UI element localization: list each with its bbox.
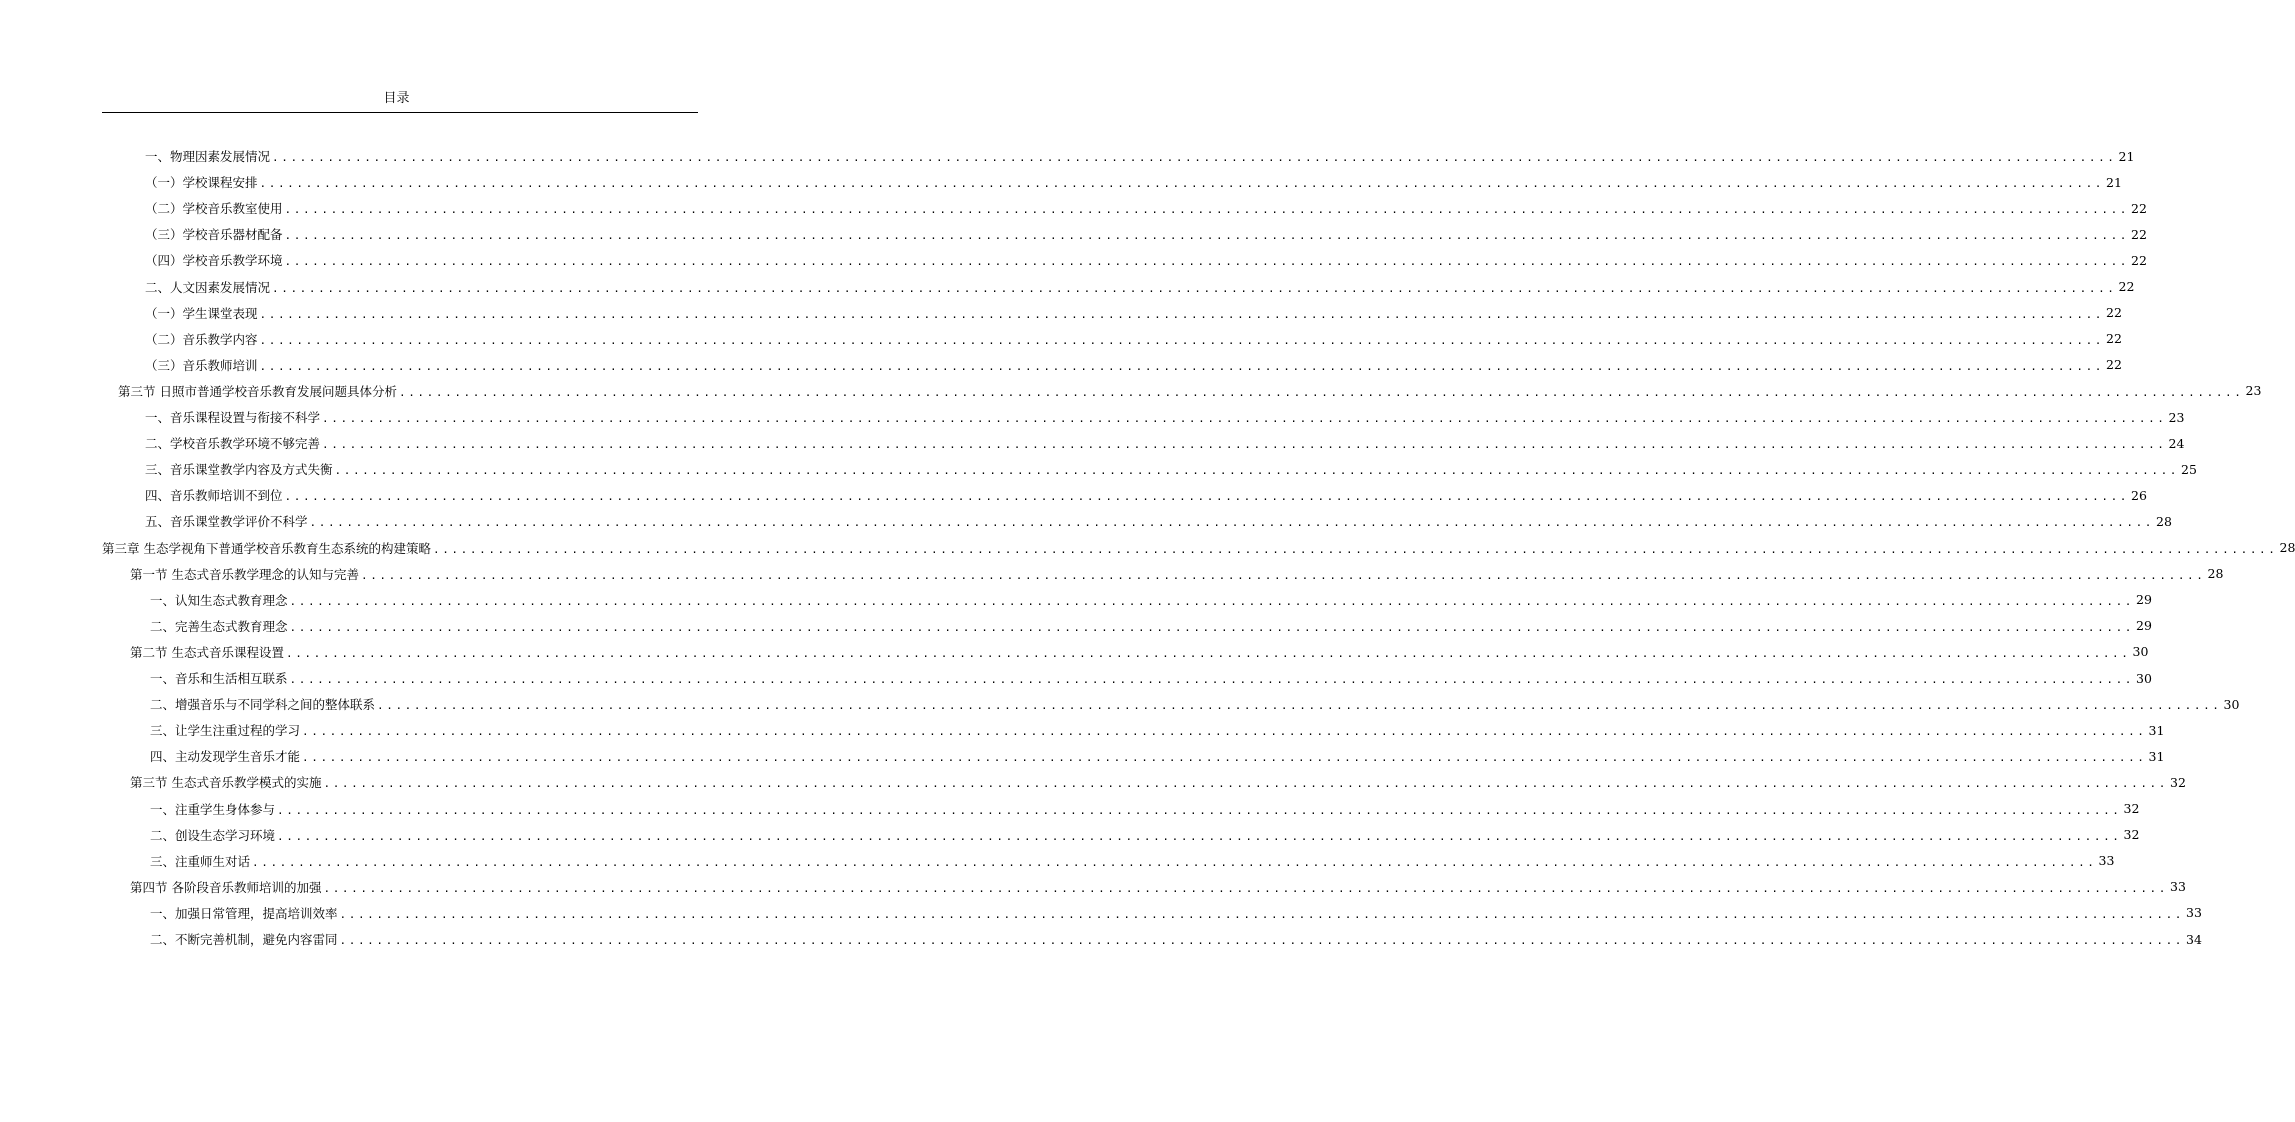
toc-page-number: 28 <box>2207 566 2224 582</box>
toc-page-number: 32 <box>2123 827 2140 843</box>
toc-entry-title: 第一节 生态式音乐教学理念的认知与完善 <box>130 566 359 582</box>
toc-entry[interactable] <box>145 143 2135 169</box>
toc-dot-leader: ........................................................................................................................................................................................................ <box>322 412 2167 425</box>
toc-entry[interactable] <box>150 796 2140 822</box>
toc-dot-leader: ........................................................................................................................................................................................................ <box>289 594 2135 608</box>
toc-entry[interactable] <box>130 639 2149 665</box>
toc-entry-title: 四、音乐教师培训不到位 <box>145 488 283 504</box>
toc-dot-leader: ........................................................................................................................................................................................................ <box>259 177 2105 191</box>
toc-dot-leader: ........................................................................................................................................................................................................ <box>339 907 2185 921</box>
toc-dot-leader: ........................................................................................................................................................................................................ <box>398 385 2244 399</box>
toc-dot-leader: ........................................................................................................................................................................................................ <box>334 464 2180 478</box>
toc-entry[interactable] <box>145 169 2122 195</box>
toc-entry[interactable] <box>145 274 2135 300</box>
toc-page-number: 29 <box>2136 618 2152 634</box>
toc-entry-title: 第四节 各阶段音乐教师培训的加强 <box>130 879 322 895</box>
toc-page-number: 31 <box>2148 748 2165 764</box>
toc-entry-title: （四）学校音乐教学环境 <box>145 253 283 269</box>
toc-page-number: 22 <box>2118 279 2135 294</box>
toc-entry[interactable] <box>145 404 2185 430</box>
toc-entry-title: 五、音乐课堂教学评价不科学 <box>145 514 308 530</box>
toc-entry-title: （一）学生课堂表现 <box>145 305 258 321</box>
toc-entry[interactable] <box>150 717 2165 743</box>
toc-entry[interactable] <box>145 508 2172 534</box>
toc-entry-title: 三、让学生注重过程的学习 <box>150 723 301 739</box>
toc-dot-leader: ........................................................................................................................................................................................................ <box>323 881 2168 895</box>
toc-entry-title: 二、不断完善机制，避免内容雷同 <box>150 932 338 947</box>
toc-dot-leader: ........................................................................................................................................................................................................ <box>259 359 2105 373</box>
toc-entry[interactable] <box>130 874 2186 900</box>
toc-entry-title: 四、主动发现学生音乐才能 <box>150 749 301 765</box>
toc-dot-leader: ........................................................................................................................................................................................................ <box>339 934 2185 947</box>
toc-entry[interactable] <box>150 691 2240 717</box>
toc-entry[interactable] <box>145 195 2147 221</box>
toc-entry-title: 第三节 生态式音乐教学模式的实施 <box>130 775 322 791</box>
toc-page-number: 32 <box>2170 774 2186 790</box>
header-divider <box>102 112 698 113</box>
toc-dot-leader: ........................................................................................................................................................................................................ <box>360 568 2206 582</box>
toc-dot-leader: ........................................................................................................................................................................................................ <box>323 777 2168 791</box>
toc-page-number: 21 <box>2106 174 2122 190</box>
toc-page-number: 32 <box>2123 801 2140 816</box>
toc-page-number: 22 <box>2131 252 2147 268</box>
toc-entry-title: 第二节 生态式音乐课程设置 <box>130 644 284 660</box>
toc-entry-title: 一、注重学生身体参与 <box>150 801 276 817</box>
toc-page-number: 25 <box>2181 461 2197 477</box>
toc-dot-leader: ........................................................................................................................................................................................................ <box>259 333 2105 347</box>
toc-page-number: 30 <box>2223 696 2240 712</box>
toc-entry-title: 第三节 日照市普通学校音乐教育发展问题具体分析 <box>118 383 397 399</box>
toc-page-number: 22 <box>2106 331 2122 347</box>
toc-dot-leader: ........................................................................................................................................................................................................ <box>259 307 2105 321</box>
toc-entry-title: 第三章 生态学视角下普通学校音乐教育生态系统的构建策略 <box>102 540 431 556</box>
toc-entry[interactable] <box>150 848 2115 874</box>
toc-entry-title: 二、完善生态式教育理念 <box>150 618 288 634</box>
toc-page-number: 29 <box>2136 592 2152 608</box>
toc-entry[interactable] <box>130 561 2224 587</box>
toc-page-number: 34 <box>2186 931 2202 947</box>
toc-dot-leader: ........................................................................................................................................................................................................ <box>284 229 2130 243</box>
toc-page-number: 23 <box>2245 383 2262 399</box>
toc-dot-leader: ........................................................................................................................................................................................................ <box>289 673 2135 686</box>
toc-dot-leader: ........................................................................................................................................................................................................ <box>272 151 2117 164</box>
toc-page-number: 30 <box>2132 644 2149 660</box>
toc-entry[interactable] <box>145 352 2122 378</box>
toc-dot-leader: ........................................................................................................................................................................................................ <box>322 438 2167 452</box>
toc-entry-title: 三、音乐课堂教学内容及方式失衡 <box>145 462 333 478</box>
toc-dot-leader: ........................................................................................................................................................................................................ <box>284 490 2130 504</box>
toc-page-number: 30 <box>2136 670 2152 686</box>
toc-entry[interactable] <box>150 665 2152 691</box>
toc-entry[interactable] <box>150 743 2165 769</box>
toc-entry[interactable] <box>145 326 2122 352</box>
toc-dot-leader: ........................................................................................................................................................................................................ <box>252 855 2097 869</box>
toc-entry[interactable] <box>145 300 2122 326</box>
toc-page-number: 28 <box>2156 513 2172 529</box>
toc-entry-title: （二）音乐教学内容 <box>145 331 258 347</box>
toc-page-number: 33 <box>2186 905 2202 921</box>
toc-entry-title: 二、增强音乐与不同学科之间的整体联系 <box>150 697 376 713</box>
page-header-title: 目录 <box>383 91 410 106</box>
toc-entry[interactable] <box>145 430 2185 456</box>
toc-entry-title: （二）学校音乐教室使用 <box>145 201 283 217</box>
toc-entry-title: （三）学校音乐器材配备 <box>145 227 283 243</box>
toc-page-number: 22 <box>2106 357 2122 373</box>
toc-entry-title: 一、音乐和生活相互联系 <box>150 671 288 686</box>
toc-entry-title: 三、注重师生对话 <box>150 853 251 869</box>
toc-dot-leader: ........................................................................................................................................................................................................ <box>302 725 2147 739</box>
toc-dot-leader: ........................................................................................................................................................................................................ <box>277 829 2122 843</box>
toc-dot-leader: ........................................................................................................................................................................................................ <box>302 751 2147 765</box>
toc-entry-title: 一、认知生态式教育理念 <box>150 592 288 608</box>
toc-entry-title: 二、创设生态学习环境 <box>150 827 276 843</box>
toc-entry[interactable] <box>145 221 2147 247</box>
toc-entry[interactable] <box>145 482 2147 508</box>
toc-entry-title: 二、学校音乐教学环境不够完善 <box>145 436 321 452</box>
toc-entry-title: 一、加强日常管理，提高培训效率 <box>150 905 338 921</box>
toc-page-number: 33 <box>2170 879 2186 895</box>
toc-page-number: 21 <box>2118 148 2135 164</box>
toc-entry[interactable] <box>150 822 2140 848</box>
toc-entry[interactable] <box>145 456 2197 482</box>
toc-entry[interactable] <box>150 587 2152 613</box>
toc-entry[interactable] <box>150 613 2152 639</box>
toc-entry[interactable] <box>150 926 2202 952</box>
toc-page-number: 23 <box>2168 409 2185 425</box>
toc-page-number: 33 <box>2098 853 2115 869</box>
toc-entry-title: 一、物理因素发展情况 <box>145 149 271 164</box>
toc-dot-leader: ........................................................................................................................................................................................................ <box>309 516 2155 530</box>
toc-entry[interactable] <box>102 535 2295 561</box>
toc-page-number: 31 <box>2148 722 2165 738</box>
toc-dot-leader: ........................................................................................................................................................................................................ <box>289 620 2135 634</box>
toc-entry-title: （一）学校课程安排 <box>145 175 258 191</box>
toc-entry[interactable] <box>118 378 2262 404</box>
toc-entry[interactable] <box>130 769 2186 795</box>
toc-page-number: 22 <box>2131 226 2147 242</box>
toc-page-number: 26 <box>2131 487 2147 503</box>
toc-entry-title: 一、音乐课程设置与衔接不科学 <box>145 410 321 425</box>
toc-page-number: 22 <box>2131 200 2147 216</box>
toc-dot-leader: ........................................................................................................................................................................................................ <box>284 255 2130 269</box>
toc-dot-leader: ........................................................................................................................................................................................................ <box>285 646 2131 660</box>
toc-dot-leader: ........................................................................................................................................................................................................ <box>277 803 2122 817</box>
toc-entry[interactable] <box>145 247 2147 273</box>
toc-dot-leader: ........................................................................................................................................................................................................ <box>284 203 2130 217</box>
toc-page-number: 28 <box>2279 540 2295 555</box>
toc-page-number: 24 <box>2168 435 2185 451</box>
toc-entry-title: 二、人文因素发展情况 <box>145 279 271 295</box>
toc-entry-title: （三）音乐教师培训 <box>145 357 258 373</box>
toc-entry[interactable] <box>150 900 2202 926</box>
toc-dot-leader: ........................................................................................................................................................................................................ <box>272 281 2117 295</box>
toc-dot-leader: ........................................................................................................................................................................................................ <box>377 699 2222 713</box>
toc-page-number: 22 <box>2106 305 2122 321</box>
toc-dot-leader: ........................................................................................................................................................................................................ <box>432 542 2278 556</box>
